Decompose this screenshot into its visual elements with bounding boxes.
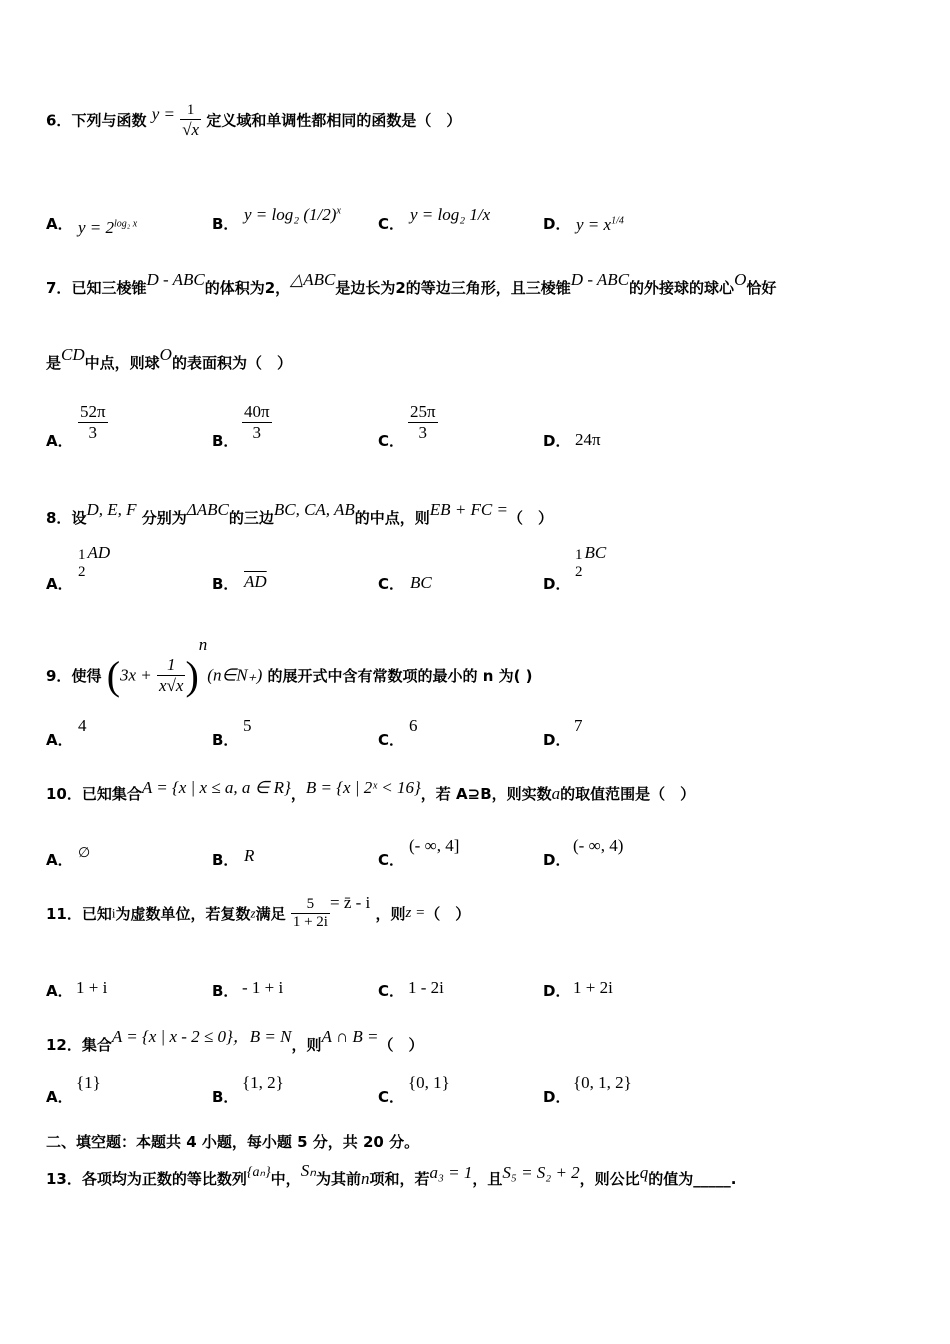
- option-b[interactable]: B．: [212, 215, 239, 233]
- option-a[interactable]: A．: [46, 432, 73, 450]
- option-d-value: 7: [574, 716, 583, 735]
- option-b-value: {1, 2}: [242, 1073, 284, 1092]
- option-c[interactable]: C．: [378, 1088, 405, 1106]
- option-b[interactable]: B．: [212, 1088, 239, 1106]
- option-a-value: 1 2 AD: [78, 543, 111, 581]
- option-c[interactable]: C．: [378, 215, 405, 233]
- option-c[interactable]: C．: [378, 432, 405, 450]
- option-b-value: 5: [243, 716, 252, 735]
- option-d[interactable]: D．: [543, 851, 571, 869]
- option-d-value: $y = x^{1/4}$: [576, 215, 624, 234]
- question-7-line2: 是CD中点，则球O的表面积为（ ）: [46, 345, 292, 372]
- option-c[interactable]: C．: [378, 982, 405, 1000]
- option-a-value: {1}: [76, 1073, 101, 1092]
- option-b[interactable]: B．: [212, 982, 239, 1000]
- option-c[interactable]: C．: [378, 851, 405, 869]
- option-d[interactable]: D．: [543, 1088, 571, 1106]
- option-c-value: BC: [410, 573, 432, 592]
- option-c-value: y = log₂ 1/x: [410, 205, 491, 224]
- option-b[interactable]: B．: [212, 731, 239, 749]
- option-a-value: $\frac{52\pi}{3}$: [80, 402, 106, 442]
- option-d-value: {0, 1, 2}: [573, 1073, 632, 1092]
- option-b[interactable]: B．: [212, 575, 239, 593]
- question-6: [46, 102, 461, 140]
- option-b-value: R: [244, 846, 255, 865]
- option-c-value: (- ∞, 4]: [409, 836, 460, 855]
- option-d[interactable]: D．: [543, 575, 571, 593]
- option-a-value: 1 + i: [76, 978, 108, 997]
- option-d-value: 1 2 BC: [575, 543, 607, 581]
- option-a[interactable]: A．: [46, 1088, 73, 1106]
- question-9: 9．使得 (3x + $\frac{1}{x√x}$ )$^n$(n∈N₊) 的展开式中含有常数项的最小的 n 为( ): [46, 635, 533, 698]
- option-d[interactable]: D．: [543, 432, 571, 450]
- option-c-value: $\frac{25\pi}{3}$: [410, 402, 436, 442]
- option-b[interactable]: B．: [212, 851, 239, 869]
- option-a-value: 4: [78, 716, 87, 735]
- option-a[interactable]: A．: [46, 215, 73, 233]
- question-text: 下列与函数: [71, 111, 147, 130]
- question-13: 13．各项均为正数的等比数列{aₙ}中，Sₙ为其前n项和，若a₃ = 1，且S₅ = S₂ + 2，则公比q的值为_____.: [46, 1161, 737, 1188]
- math-fraction: $\frac{1}{√x}$: [182, 102, 200, 139]
- question-11: 11．已知i为虚数单位，若复数z满足 $\frac{5}{1 + 2i}$ = z̄ - i ，则z =（ ）: [46, 893, 471, 930]
- option-b-value: $\overline{AD}$: [244, 572, 267, 591]
- question-8: 8．设D, E, F 分别为ΔABC的三边BC, CA, AB的中点，则EB + FC =（ ）: [46, 500, 553, 527]
- option-a[interactable]: A．: [46, 851, 73, 869]
- question-10: 10．已知集合A = {x | x ≤ a, a ∈ R}，B = {x | 2ˣ < 16}，若 A⊇B，则实数a的取值范围是（ ）: [46, 778, 696, 803]
- option-b[interactable]: B．: [212, 432, 239, 450]
- question-7: 7．已知三棱锥D - ABC的体积为2，△ABC是边长为2的等边三角形，且三棱锥D - ABC的外接球的球心O恰好: [46, 270, 777, 297]
- option-b-value: - 1 + i: [242, 978, 284, 997]
- option-d[interactable]: D．: [543, 982, 571, 1000]
- question-number: 6．: [46, 111, 72, 130]
- option-d-value: 24π: [575, 430, 601, 449]
- option-d[interactable]: D．: [543, 731, 571, 749]
- question-text: 定义域和单调性都相同的函数是（ ）: [206, 111, 462, 130]
- option-c-value: 6: [409, 716, 418, 735]
- option-a-value: ∅: [78, 846, 91, 861]
- option-c-value: {0, 1}: [408, 1073, 450, 1092]
- math-expr: y =: [151, 104, 175, 124]
- option-b-value: y = log₂ $(1/2)^x$: [244, 205, 341, 224]
- question-12: 12．集合A = {x | x - 2 ≤ 0}，B = N，则A ∩ B =（ ）: [46, 1027, 424, 1054]
- section-heading: 二、填空题：本题共 4 小题，每小题 5 分，共 20 分。: [46, 1133, 420, 1151]
- option-a[interactable]: A．: [46, 731, 73, 749]
- option-a[interactable]: A．: [46, 982, 73, 1000]
- option-b-value: $\frac{40\pi}{3}$: [244, 402, 270, 442]
- option-c[interactable]: C．: [378, 575, 405, 593]
- option-c[interactable]: C．: [378, 731, 405, 749]
- option-d-value: 1 + 2i: [573, 978, 613, 997]
- option-a[interactable]: A．: [46, 575, 73, 593]
- option-c-value: 1 - 2i: [408, 978, 444, 997]
- option-d-value: (- ∞, 4): [573, 836, 624, 855]
- option-d[interactable]: D．: [543, 215, 571, 233]
- option-a-value: $y = 2^{log_2 x}$: [78, 218, 138, 237]
